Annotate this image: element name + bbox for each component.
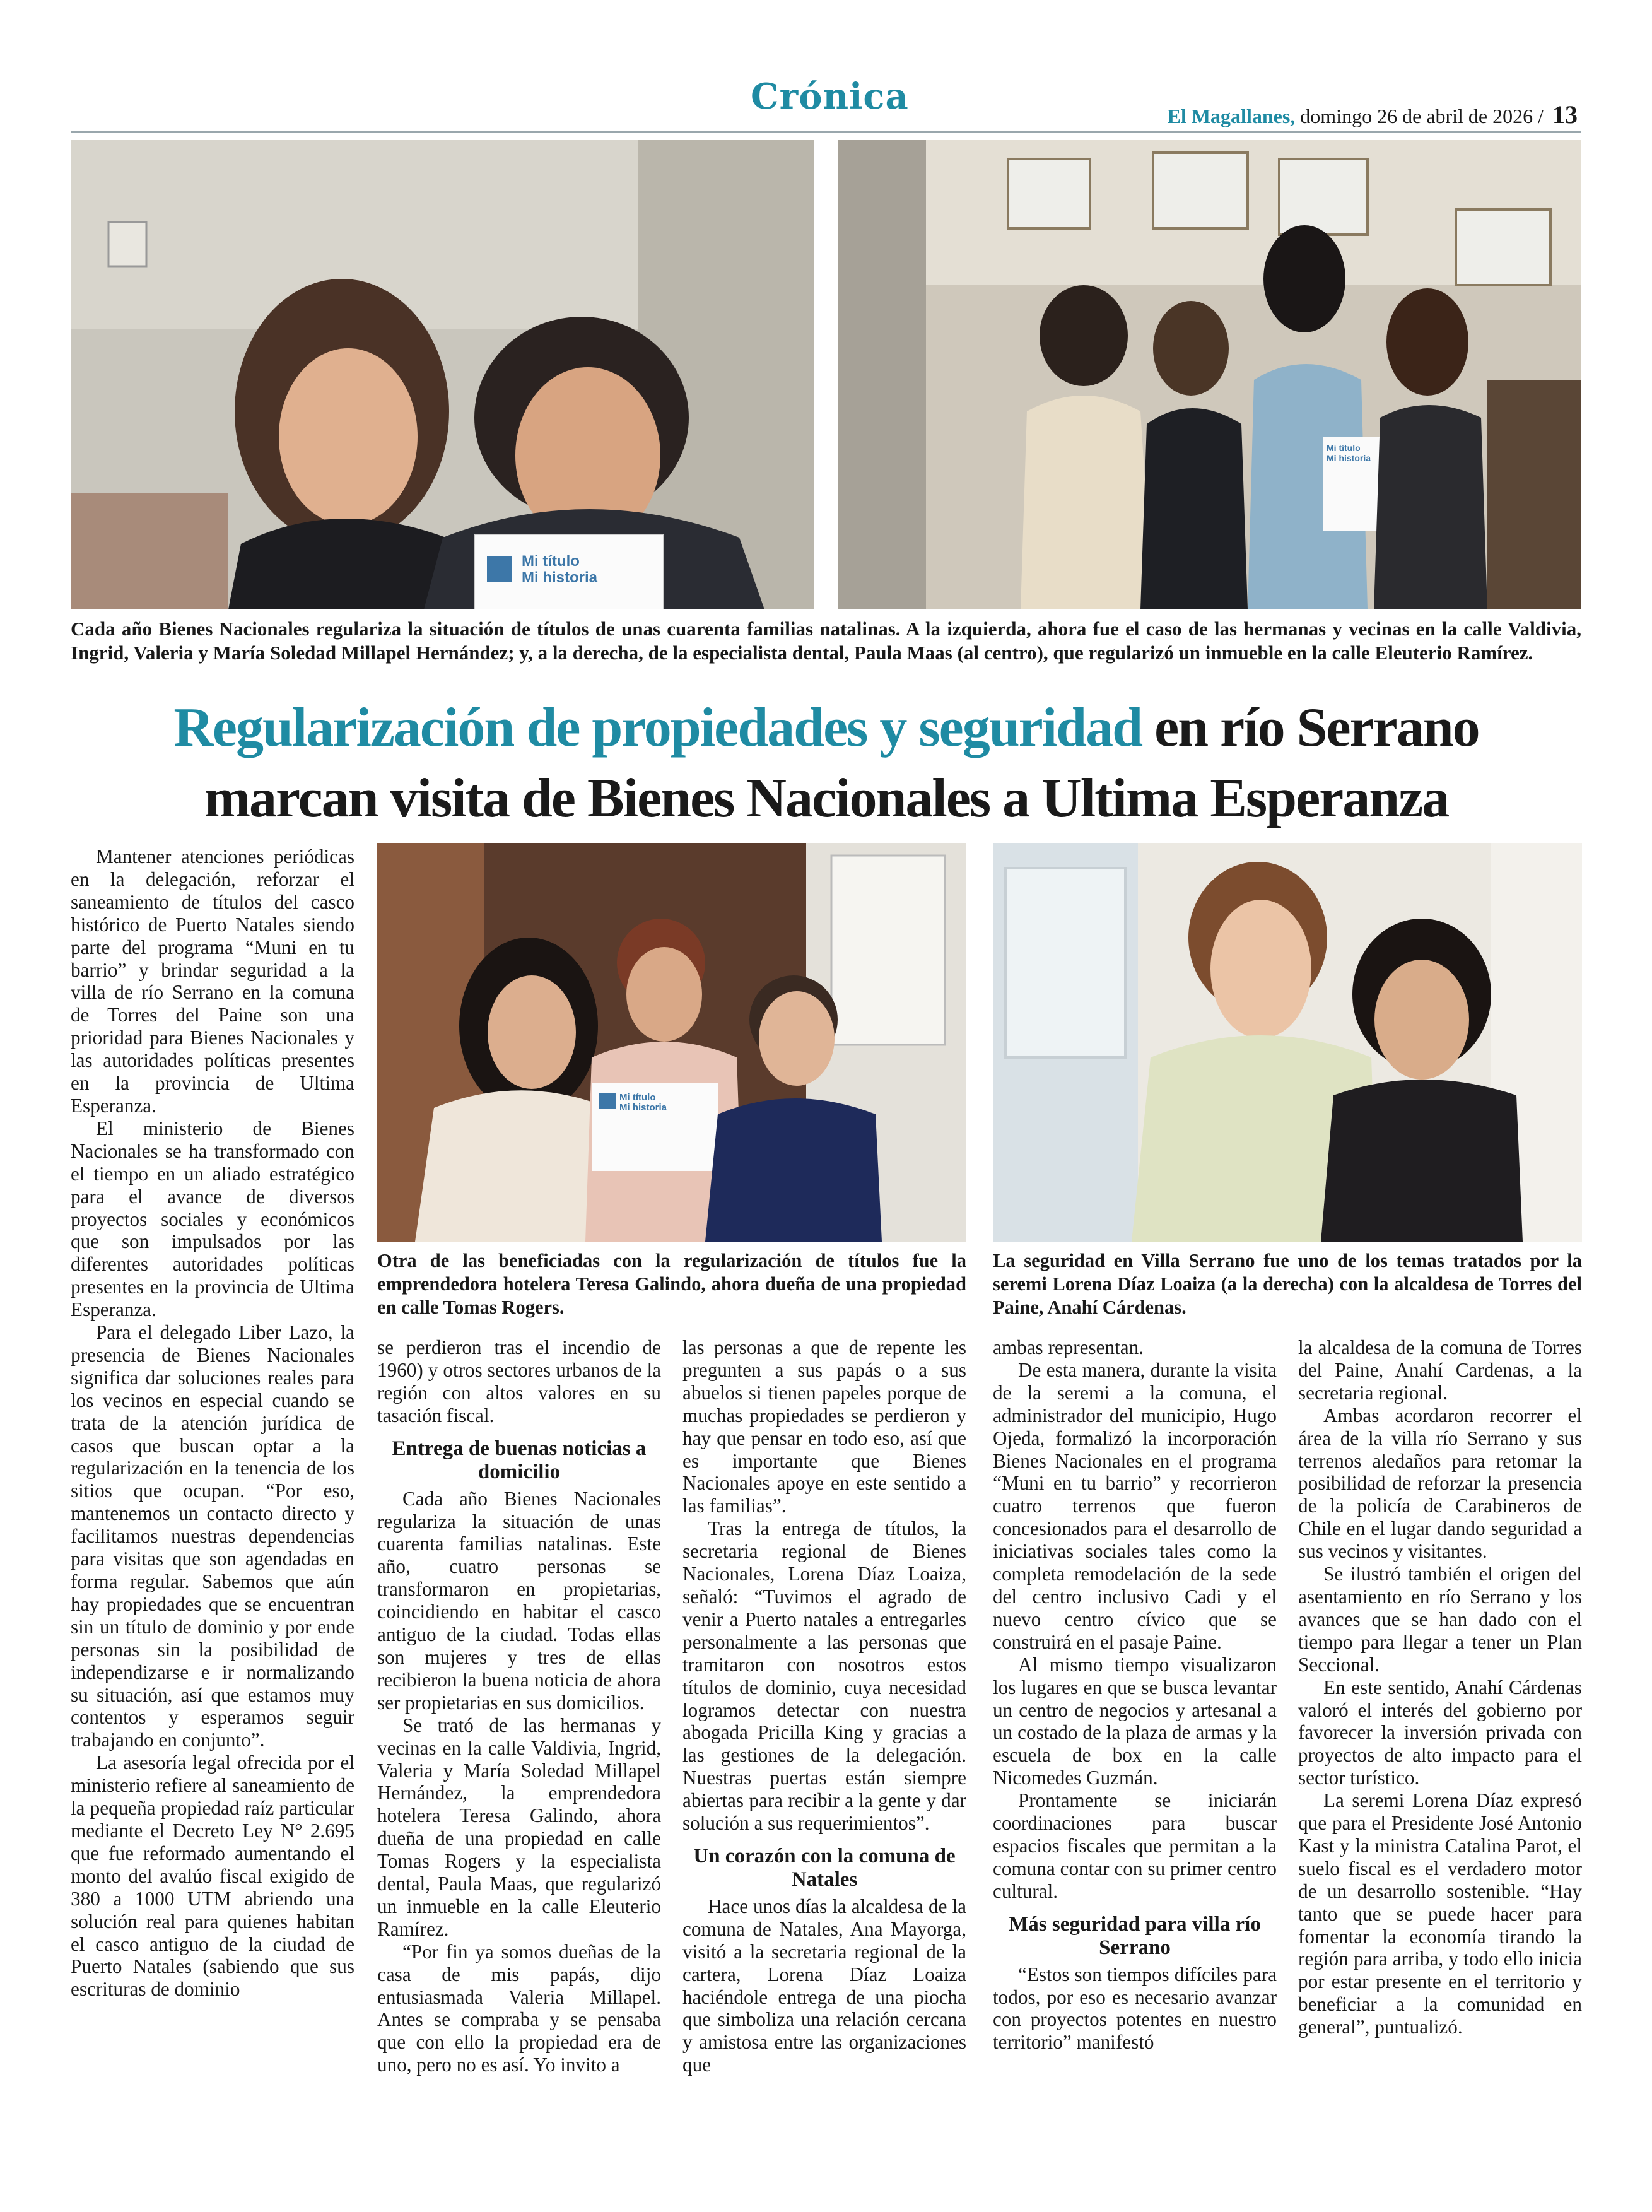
header-divider [71,131,1581,133]
article-paragraph: De esta manera, durante la visita de la seremi a la comuna, el administrador del municipio, Hugo Ojeda, formalizó la incorporación Bienes Nacionales en el programa “Muni en tu barrio” y recorrieron cuatro terrenos que fueron concesionados para el desarrollo de iniciativas sociales tales como la completa remodelación de la sede del centro inclusivo Cadi y el nuevo centro cívico que se construirá en el pasaje Paine. [993,1358,1277,1653]
caption-teresa-galindo: Otra de las beneficiadas con la regularización de títulos fue la emprendedora hotelera Teresa Galindo, ahora dueña de una propiedad en calle Tomas Rogers. [377,1250,966,1318]
article-column-3 [682,1336,966,2125]
title-badge-line1: Mi título [1327,443,1361,453]
page-number: 13 [1552,100,1578,129]
title-badge-line2: Mi historia [619,1102,667,1113]
article-paragraph: Cada año Bienes Nacionales regulariza la situación de unas cuarenta familias natalinas. Este año, cuatro personas se transformaron en propietarias, coincidiendo en habitar el casco antiguo de la ciudad. Todas ellas son mujeres y tres de ellas recibieron la buena noticia de ahora ser propietarias en sus domicilios. [377,1487,661,1714]
subheading: Un corazón con la comuna de Natales [693,1844,956,1891]
article-paragraph: La seremi Lorena Díaz expresó que para el Presidente José Antonio Kast y la ministra Catalina Parot, el suelo fiscal es el verdadero motor de un desarrollo sostenible. “Hay tanto que se puede hacer para fomentar la economía tirando la región para arriba, y todo ello inicia por estar presente en el territorio y beneficiar a la comunidad en general”, puntualizó. [1298,1789,1582,2038]
article-paragraph: Hace unos días la alcaldesa de la comuna de Natales, Ana Mayorga, visitó a la secretaria regional de la cartera, Lorena Díaz Loaiza haciéndole entrega de una piocha que simboliza una relación cercana y amistosa entre las organizaciones que [682,1895,966,2076]
newspaper-name: El Magallanes, [1167,105,1296,127]
article-paragraph: la alcaldesa de la comuna de Torres del Paine, Anahí Cardenas, a la secretaria regional. [1298,1336,1582,1404]
article-paragraph: En este sentido, Anahí Cárdenas valoró el interés del gobierno por favorecer la inversión privada con proyectos de alto impacto para el sector turístico. [1298,1676,1582,1789]
title-badge-line2: Mi historia [1327,453,1371,463]
article-paragraph: “Estos son tiempos difíciles para todos, por eso es necesario avanzar con proyectos potentes en nuestro territorio” manifestó [993,1963,1277,2054]
article-column-2 [377,1336,661,2125]
headline [76,693,1577,834]
article-paragraph: Mantener atenciones periódicas en la delegación, reforzar el saneamiento de títulos del casco histórico de Puerto Natales siendo parte del programa “Muni en tu barrio” y brindar seguridad a la villa de río Serrano en la comuna de Torres del Paine son una prioridad para Bienes Nacionales y las autoridades políticas presentes en la provincia de Ultima Esperanza. [71,845,354,1117]
subheading: Más seguridad para villa río Serrano [1009,1912,1261,1959]
article-paragraph: Se ilustró también el origen del asentamiento en río Serrano y los avances que se han dado con el tiempo para llegar a tener un Plan Seccional. [1298,1563,1582,1676]
article-paragraph: Para el delegado Liber Lazo, la presencia de Bienes Nacionales significa dar soluciones reales para los vecinos en especial cuando se trata de la atención jurídica de casos que buscan optar a la regularización en la tenencia de los sitios que ocupan. “Por eso, mantenemos un contacto directo y facilitamos nuestras dependencias para visitas que son agendadas en forma regular. Sabemos que aún hay propiedades que se encuentran sin un título de dominio y por ende personas sin la posibilidad de independizarse e ir normalizando su situación, así que estamos muy contentos y esperamos seguir trabajando en conjunto”. [71,1321,354,1751]
article-paragraph: Al mismo tiempo visualizaron los lugares en que se busca levantar un centro de negocios y artesanal a un costado de la plaza de armas y la escuela de box en la calle Nicomedes Guzmán. [993,1653,1277,1789]
article-paragraph: Se trató de las hermanas y vecinas en la calle Valdivia, Ingrid, Valeria y María Soledad Millapel Hernández, la emprendedora hotelera Teresa Galindo, ahora dueña de una propiedad en calle Tomas Rogers y la especialista dental, Paula Maas, que regularizó un inmueble en la calle Eleuterio Ramírez. [377,1714,661,1940]
headline-line2: marcan visita de Bienes Nacionales a Ultima Esperanza [204,768,1449,829]
article-column-4 [993,1336,1277,2125]
page-header [1168,100,1578,129]
article-paragraph: Tras la entrega de títulos, la secretaria regional de Bienes Nacionales, Lorena Díaz Loaiza, señaló: “Tuvimos el agrado de venir a Puerto natales a entregarles personalmente a las personas que tramitaron con nosotros estos títulos de dominio, cuya necesidad logramos detectar con nuestra abogada Pricilla King y gracias a las gestiones de la delegación. Nuestras puertas están siempre abiertas para recibir a la gente y dar solución a sus requerimientos”. [682,1517,966,1835]
title-badge-line1: Mi título [522,553,580,570]
photo-millapel-sisters [71,140,814,609]
subheading: Entrega de buenas noticias a domicilio [392,1437,647,1483]
headline-highlight: Regularización de propiedades y seguridad [173,697,1142,758]
article-paragraph: se perdieron tras el incendio de 1960) y otros sectores urbanos de la región con altos valores en su tasación fiscal. [377,1336,661,1427]
article-paragraph: Ambas acordaron recorrer el área de la villa río Serrano y sus terrenos aledaños para retomar la posibilidad de reforzar la presencia de la policía de Carabineros de Chile en el lugar dando seguridad a sus vecinos y visitantes. [1298,1404,1582,1563]
article-paragraph: El ministerio de Bienes Nacionales se ha transformado con el tiempo en un aliado estratégico para el avance de diversos proyectos sociales y económicos que son impulsados por las diferentes autoridades políticas presentes en la provincia de Ultima Esperanza. [71,1117,354,1321]
article-paragraph: Prontamente se iniciarán coordinaciones para buscar espacios fiscales que permitan a la comuna contar con su primer centro cultural. [993,1789,1277,1902]
title-badge-line1: Mi título [619,1092,656,1103]
article-column-5 [1298,1336,1582,2125]
title-badge-line2: Mi historia [522,569,598,586]
header-separator: / [1538,105,1544,127]
article-paragraph: “Por fin ya somos dueñas de la casa de mis papás, dijo entusiasmada Valeria Millapel. Antes se compraba y se pensaba que con ello la propiedad era de uno, pero no es así. Yo invito a [377,1940,661,2076]
headline-part1: en río Serrano [1142,697,1479,758]
section-title: Crónica [751,76,909,117]
publication-date: domingo 26 de abril de 2026 [1300,105,1533,127]
caption-villa-serrano: La seguridad en Villa Serrano fue uno de los temas tratados por la seremi Lorena Díaz Loaiza (a la derecha) con la alcaldesa de Torres del Paine, Anahí Cárdenas. [993,1250,1582,1318]
article-paragraph: ambas representan. [993,1336,1144,1358]
article-paragraph: La asesoría legal ofrecida por el ministerio refiere al saneamiento de la pequeña propiedad raíz particular mediante el Decreto Ley N° 2.695 que fue reformado aumentando el monto del avalúo fiscal exigido de 380 a 1000 UTM abriendo una solución real para quienes habitan el casco antiguo de la ciudad de Puerto Natales (sabiendo que sus escrituras de dominio [71,1751,354,2001]
photo-paula-maas [838,140,1581,609]
article-paragraph: las personas a que de repente les pregunten a sus papás o a sus abuelos si tienen papeles porque de muchas propiedades se perdieron y hay que pensar en todo eso, así que es importante que Bienes Nacionales apoye en este sentido a las familias”. [682,1336,966,1517]
caption-top-photos: Cada año Bienes Nacionales regulariza la situación de títulos de unas cuarenta familias natalinas. A la izquierda, ahora fue el caso de las hermanas y vecinas en la calle Valdivia, Ingrid, Valeria y María Soledad Millapel Hernández; y, a la derecha, de la especialista dental, Paula Maas (al centro), que regularizó un inmueble en la calle Eleuterio Ramírez. [71,618,1581,664]
photo-teresa-galindo [377,843,966,1242]
article-column-1 [71,845,354,2107]
photo-seremi-alcaldesa [993,843,1582,1242]
